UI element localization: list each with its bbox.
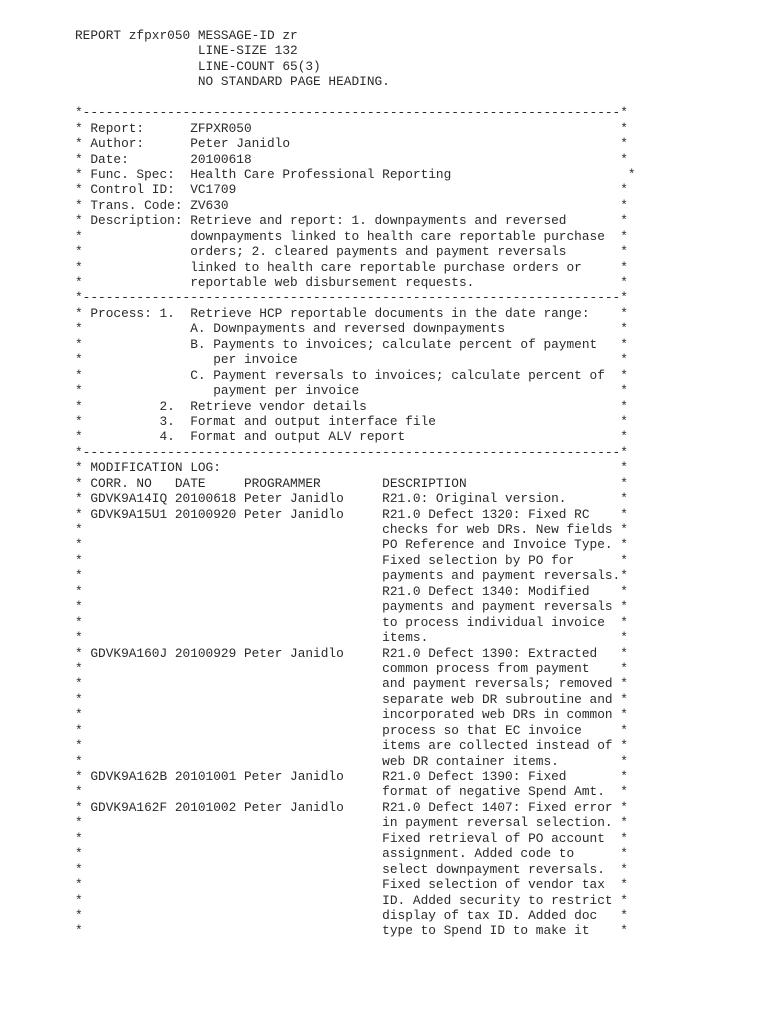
source-line: * B. Payments to invoices; calculate percent of payment * [75,336,628,352]
source-line: NO STANDARD PAGE HEADING. [75,74,390,90]
source-line: * Process: 1. Retrieve HCP reportable documents in the date range: * [75,305,628,321]
source-line: * format of negative Spend Amt. * [75,784,628,800]
source-line: * Description: Retrieve and report: 1. downpayments and reversed * [75,213,628,229]
source-line: * 3. Format and output interface file * [75,413,628,429]
source-line: * Control ID: VC1709 * [75,182,628,198]
source-line: * 4. Format and output ALV report * [75,429,628,445]
source-line: * per invoice * [75,352,628,368]
source-line: * incorporated web DRs in common * [75,707,628,723]
source-line: * GDVK9A160J 20100929 Peter Janidlo R21.0 Defect 1390: Extracted * [75,645,628,661]
source-line: * GDVK9A162B 20101001 Peter Janidlo R21.0 Defect 1390: Fixed * [75,769,628,784]
source-line: * Trans. Code: ZV630 * [75,197,628,213]
source-line: * Report: ZFPXR050 * [75,120,628,136]
source-line: REPORT zfpxr050 MESSAGE-ID zr [75,28,298,43]
source-line: * process so that EC invoice * [75,722,628,738]
source-line: * Fixed retrieval of PO account * [75,830,628,846]
source-line: * common process from payment * [75,660,628,676]
source-line: * orders; 2. cleared payments and payment reversals * [75,244,628,260]
source-line: * C. Payment reversals to invoices; calculate percent of * [75,367,628,383]
source-line: * payment per invoice * [75,383,628,399]
source-line: *----------------------------------------------------------------------* [75,290,628,306]
source-line: * payments and payment reversals * [75,599,628,615]
source-line: * payments and payment reversals.* [75,568,628,584]
source-line: * downpayments linked to health care reportable purchase * [75,228,628,244]
source-line: * Date: 20100618 * [75,151,628,167]
source-line: * type to Spend ID to make it * [75,923,628,939]
source-line: LINE-SIZE 132 [75,43,298,59]
source-line: * items. * [75,630,628,646]
source-line: * GDVK9A162F 20101002 Peter Janidlo R21.0 Defect 1407: Fixed error * [75,799,628,815]
source-line: * A. Downpayments and reversed downpayments * [75,321,628,337]
abap-source-listing [75,28,755,939]
source-line: LINE-COUNT 65(3) [75,58,321,74]
source-line: * and payment reversals; removed * [75,676,628,692]
source-line: * CORR. NO DATE PROGRAMMER DESCRIPTION * [75,475,628,491]
source-line: * reportable web disbursement requests. * [75,275,628,290]
source-line: * display of tax ID. Added doc * [75,907,628,923]
source-line: * PO Reference and Invoice Type. * [75,537,628,553]
source-line [75,90,755,105]
source-line: * select downpayment reversals. * [75,861,628,877]
source-line: * assignment. Added code to * [75,846,628,862]
source-line: * GDVK9A14IQ 20100618 Peter Janidlo R21.0: Original version. * [75,491,628,507]
source-line: * to process individual invoice * [75,614,628,630]
source-line: * Author: Peter Janidlo * [75,136,628,152]
source-line: *----------------------------------------------------------------------* [75,444,628,460]
source-line: * GDVK9A15U1 20100920 Peter Janidlo R21.0 Defect 1320: Fixed RC * [75,506,628,522]
source-line: * in payment reversal selection. * [75,815,628,831]
source-line: * web DR container items. * [75,753,628,769]
source-line: * Fixed selection by PO for * [75,552,628,568]
source-line: * ID. Added security to restrict * [75,892,628,908]
source-line: * Fixed selection of vendor tax * [75,877,628,893]
source-line: * R21.0 Defect 1340: Modified * [75,583,628,599]
source-line: * separate web DR subroutine and * [75,691,628,707]
source-line: * MODIFICATION LOG: * [75,460,628,476]
source-line: * Func. Spec: Health Care Professional Reporting * [75,166,636,182]
source-line: * checks for web DRs. New fields * [75,522,628,537]
source-line: * items are collected instead of * [75,738,628,754]
source-line: * linked to health care reportable purchase orders or * [75,259,628,275]
source-line: * 2. Retrieve vendor details * [75,398,628,414]
source-line: *----------------------------------------------------------------------* [75,105,628,121]
